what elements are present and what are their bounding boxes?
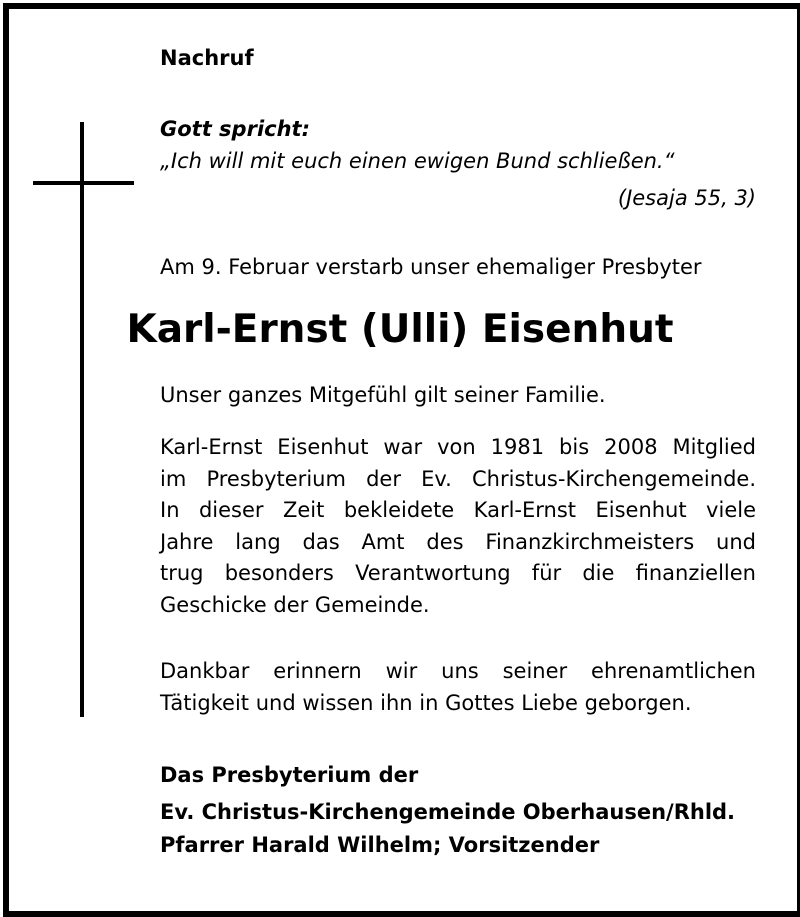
biography-line: Jahre lang das Amt des Finanzkirchmeisters und [160,529,756,554]
biography-line: Karl-Ernst Eisenhut war von 1981 bis 2008 Mitglied [160,435,756,459]
quote-source: (Jesaja 55, 3) [617,186,756,210]
signature-line: Pfarrer Harald Wilhelm; Vorsitzender [160,833,600,857]
biography-line: im Presbyterium der Ev. Christus-Kirchengemeinde. [160,466,756,491]
notice-heading: Nachruf [160,46,254,70]
deceased-name: Karl-Ernst (Ulli) Eisenhut [126,307,674,352]
cross-icon-horizontal [33,181,134,185]
cross-icon-vertical [80,122,84,717]
signature-line: Ev. Christus-Kirchengemeinde Oberhausen/Rhld. [160,800,736,824]
biography-line: trug besonders Verantwortung für die finanziellen [160,561,756,585]
signature-line: Das Presbyterium der [160,763,419,787]
gratitude-paragraph [160,656,756,719]
gratitude-line: Dankbar erinnern wir uns seiner ehrenamtlichen [160,659,756,683]
intro-text: Am 9. Februar verstarb unser ehemaliger Presbyter [160,255,702,279]
biography-line: In dieser Zeit bekleidete Karl-Ernst Eisenhut viele [160,498,756,522]
sympathy-text: Unser ganzes Mitgefühl gilt seiner Familie. [160,383,606,407]
biography-paragraph [160,432,756,621]
bible-quote: „Ich will mit euch einen ewigen Bund schließen.“ [160,149,675,173]
gratitude-line: Tätigkeit und wissen ihn in Gottes Liebe geborgen. [160,690,692,715]
biography-line: Geschicke der Gemeinde. [160,592,430,617]
quote-intro: Gott spricht: [160,117,310,141]
